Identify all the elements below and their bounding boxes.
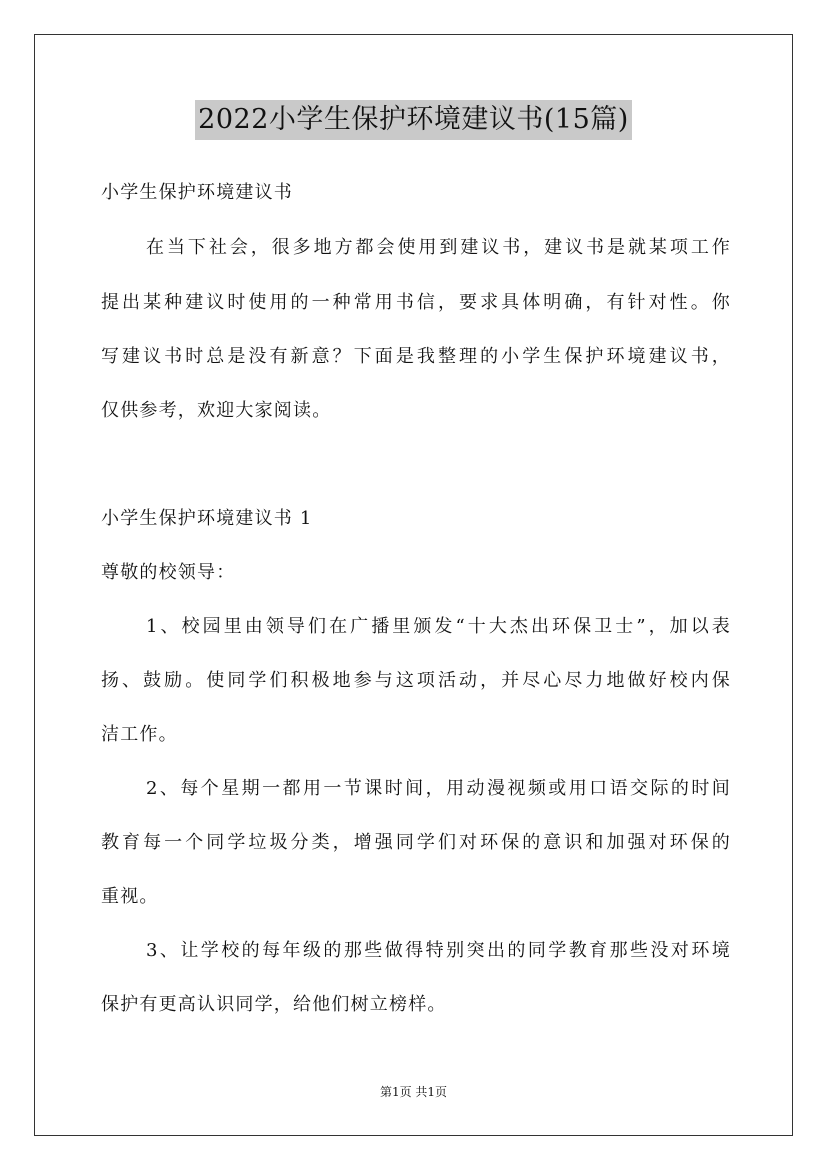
paragraph-line: 仅供参考，欢迎大家阅读。 [101, 400, 332, 421]
paragraph-line: 洁工作。 [101, 724, 178, 745]
paragraph-line: 3、让学校的每年级的那些做得特别突出的同学教育那些没对环境 [146, 940, 731, 961]
paragraph-line: 写建议书时总是没有新意？下面是我整理的小学生保护环境建议书， [101, 346, 731, 367]
section-heading: 小学生保护环境建议书 1 [101, 508, 313, 529]
salutation: 尊敬的校领导： [101, 562, 236, 583]
paragraph-line: 提出某种建议时使用的一种常用书信，要求具体明确，有针对性。你 [101, 292, 731, 313]
paragraph-line: 重视。 [101, 886, 159, 907]
paragraph-line: 教育每一个同学垃圾分类，增强同学们对环保的意识和加强对环保的 [101, 832, 731, 853]
page-footer: 第1页 共1页 [379, 1085, 448, 1099]
paragraph-line: 2、每个星期一都用一节课时间，用动漫视频或用口语交际的时间 [146, 778, 731, 799]
document-title: 2022小学生保护环境建议书(15篇) [195, 100, 632, 140]
section-heading: 小学生保护环境建议书 [101, 182, 293, 203]
paragraph-line: 1、校园里由领导们在广播里颁发“十大杰出环保卫士”，加以表 [146, 616, 731, 637]
title-container [0, 100, 827, 140]
paragraph-line: 保护有更高认识同学，给他们树立榜样。 [101, 994, 447, 1015]
paragraph-line: 扬、鼓励。使同学们积极地参与这项活动，并尽心尽力地做好校内保 [101, 670, 731, 691]
paragraph-line: 在当下社会，很多地方都会使用到建议书，建议书是就某项工作 [146, 237, 731, 258]
